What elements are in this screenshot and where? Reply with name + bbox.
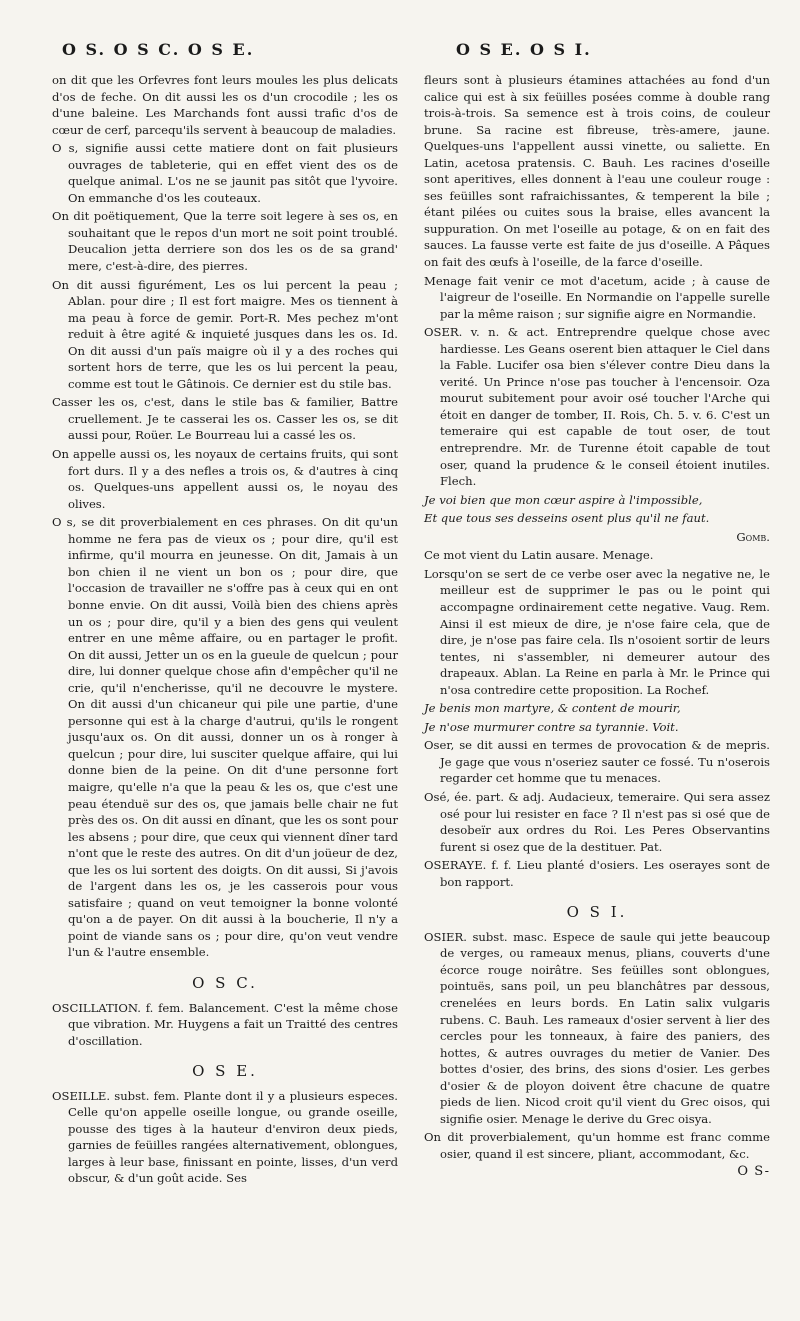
section-heading-osi: O S I. <box>566 903 628 922</box>
left-column <box>52 72 398 1189</box>
text-columns <box>52 72 770 1189</box>
entry-oscillation: OSCILLATION. f. fem. Balancement. C'est la même chose que vibration. Mr. Huygens a fait un Traitté des centres d'oscillation. <box>52 1000 398 1048</box>
entry-paragraph: Ce mot vient du Latin ausare. Menage. <box>424 548 654 563</box>
entry-paragraph: fleurs sont à plusieurs étamines attachées au fond d'un calice qui est à six feüilles posées comme à double rang trois-à-trois. Sa semence est à trois coins, de couleur brune. Sa racine est fibreuse, très-amere, jaune. Quelques-uns l'appellent aussi vinette, ou saliette. En Latin, acetosa pratensis. C. Bauh. Les racines d'oseille sont aperitives, elles donnent à l'eau une couleur rouge : ses feüilles sont rafraichissantes, & temperent la bile ; étant pilées ou cuites sous la braise, elles avancent la suppuration. On met l'oseille au potage, & on en fait des sauces. La fausse verte est faite de jus d'oseille. A Pâques on fait des œufs à l'oseille, de la farce d'oseille. <box>424 73 770 270</box>
entry-paragraph: O s, se dit proverbialement en ces phrases. On dit qu'un homme ne fera pas de vieux os ; pour dire, qu'il est infirme, qu'il mourra en jeunesse. On dit, Jamais à un bon chien il ne vient un bon os ; pour dire, que l'occasion de travailler ne s'offre pas à ceux qui en ont bonne envie. On dit aussi, Voilà bien des chiens après un os ; pour dire, qu'il y a bien des gens qui veulent entrer en une même affaire, ou en partager le profit. On dit aussi, Jetter un os en la gueule de quelcun ; pour dire, lui donner quelque chose afin d'empêcher qu'il ne crie, qu'il n'encherisse, qu'il ne decouvre le mystere. On dit aussi d'un chicaneur qui pile une partie, d'une personne qui est à la charge d'autrui, qu'ils le rongent jusqu'aux os. On dit aussi, donner un os à ronger à quelcun ; pour dire, lui susciter quelque affaire, qui lui donne bien de la peine. On dit d'une personne fort maigre, qu'elle n'a que la peau & les os, que c'est une peau étenduë sur des os, que jamais belle chair ne fut près des os. On dit aussi en dînant, que les os sont pour les absens ; pour dire, que ceux qui viennent dîner tard n'ont que le reste des autres. On dit d'un joüeur de dez, que les os lui sortent des doigts. On dit aussi, Si j'avois de l'argent dans les os, je les casserois pour vous satisfaire ; quand on veut temoigner la bonne volonté qu'on a de payer. On dit aussi à la boucherie, Il n'y a point de viande sans os ; pour dire, qu'on veut vendre l'un & l'autre ensemble. <box>52 515 398 960</box>
entry-oser: OSER. v. n. & act. Entreprendre quelque chose avec hardiesse. Les Geans oserent bien attaquer le Ciel dans la Fable. Lucifer osa bien s'élever contre Dieu dans la verité. Un Prince n'ose pas toucher à l'encensoir. Oza mourut subitement pour avoir osé toucher l'Arche qui étoit en danger de tomber, II. Rois, Ch. 5. v. 6. C'est un temeraire qui est capable de tout oser, de tout entreprendre. Mr. de Turenne étoit capable de tout oser, quand la prudence & le conseil étoient inutiles. Flech. <box>424 325 770 489</box>
entry-paragraph: Casser les os, c'est, dans le stile bas & familier, Battre cruellement. Je te casserai les os. Casser les os, se dit aussi pour, Roüer. Le Bourreau lui a cassé les os. <box>52 395 398 443</box>
entry-paragraph: on dit que les Orfevres font leurs moules les plus delicats d'os de feche. On dit aussi les os d'un crocodile ; les os d'une baleine. Les Marchands font aussi trafic d'os de cœur de cerf, parcequ'ils servent à beaucoup de maladies. <box>52 73 398 137</box>
entry-paragraph: Osé, ée. part. & adj. Audacieux, temeraire. Qui sera assez osé pour lui resister en face ? Il n'est pas si osé que de desobeïr aux ordres du Roi. Les Peres Observantins furent si osez que de la destituer. Pat. <box>424 789 770 854</box>
right-column <box>424 72 770 1189</box>
verse-line: Je voi bien que mon cœur aspire à l'impossible, <box>424 492 703 507</box>
verse-line: Et que tous ses desseins osent plus qu'il ne faut. <box>424 511 710 526</box>
entry-oseille: OSEILLE. subst. fem. Plante dont il y a plusieurs especes. Celle qu'on appelle oseille longue, ou grande oseille, pousse des tiges à la hauteur d'environ deux pieds, garnies de feüilles rangées alternativement, oblongues, larges à leur base, finissant en pointe, lisses, d'un verd obscur, & d'un goût acide. Ses <box>52 1088 398 1186</box>
entry-paragraph: Oser, se dit aussi en termes de provocation & de mepris. Je gage que vous n'oseriez sauter ce fossé. Tu n'oserois regarder cet homme que tu menaces. <box>424 738 770 786</box>
entry-oseraye: OSERAYE. f. f. Lieu planté d'osiers. Les oserayes sont de bon rapport. <box>424 858 770 889</box>
entry-paragraph: On dit aussi figurément, Les os lui percent la peau ; Ablan. pour dire ; Il est fort maigre. Mes os tiennent à ma peau à force de gemir. Port-R. Mes pechez m'ont reduit à être agité & inquieté jusques dans les os. Id. On dit aussi d'un païs maigre où il y a des roches qui sortent hors de terre, que les os lui percent la peau, comme est tout le Gâtinois. Ce dernier est du stile bas. <box>52 277 398 391</box>
verse-line: Je benis mon martyre, & content de mourir, <box>424 701 681 716</box>
entry-paragraph: Lorsqu'on se sert de ce verbe oser avec la negative ne, le meilleur est de supprimer le pas ou le point qui accompagne ordinairement cette negative. Vaug. Rem. Ainsi il est mieux de dire, je n'ose faire cela, que de dire, je n'ose pas faire cela. Ils n'osoient sortir de leurs tentes, ni s'assembler, ni demeurer autour des drapeaux. Ablan. La Reine en parla à Mr. le Prince qui n'osa contredire cette proposition. La Rochef. <box>424 566 770 697</box>
section-heading-osc: O S C. <box>192 973 258 992</box>
entry-paragraph: On appelle aussi os, les noyaux de certains fruits, qui sont fort durs. Il y a des nefles a trois os, & d'autres à cinq os. Quelques-uns appellent aussi os, le noyau des olives. <box>52 447 398 511</box>
entry-paragraph: On dit proverbialement, qu'un homme est franc comme osier, quand il est sincere, pliant, accommodant, &c. <box>424 1130 770 1161</box>
entry-paragraph: On dit poëtiquement, Que la terre soit legere à ses os, en souhaitant que le repos d'un mort ne soit point troublé. Deucalion jetta derriere son dos les os de sa grand' mere, c'est-à-dire, des pierres. <box>52 209 398 274</box>
section-heading-ose: O S E. <box>192 1062 258 1081</box>
verse-line: Je n'ose murmurer contre sa tyrannie. Voit. <box>424 719 679 734</box>
entry-paragraph: Menage fait venir ce mot d'acetum, acide ; à cause de l'aigreur de l'oseille. En Normandie on l'appelle surelle par la même raison ; sur signifie aigre en Normandie. <box>424 273 770 321</box>
entry-paragraph: O s, signifie aussi cette matiere dont on fait plusieurs ouvrages de tableterie, qui en effet vient des os de quelque animal. L'os ne se jaunit pas sitôt que l'yvoire. On emmanche d'os les couteaux. <box>52 141 398 205</box>
running-header <box>0 40 800 64</box>
entry-osier: OSIER. subst. masc. Espece de saule qui jette beaucoup de verges, ou rameaux menus, plians, couverts d'une écorce rouge noirâtre. Ses feüilles sont oblongues, pointuës, sans poil, un peu blanchâtres par dessous, crenelées en leurs bords. En Latin salix vulgaris rubens. C. Bauh. Les rameaux d'osier servent à lier des cercles pour les tonneaux, à faire des paniers, des hottes, & autres ouvrages du metier de Vanier. Des bottes d'osier, des brins, des sions d'osier. Les gerbes d'osier & de ployon doivent être chacune de quatre pieds de lien. Nicod croit qu'il vient du Grec oisos, qui signifie osier. Menage le derive du Grec oisya. <box>424 929 770 1126</box>
verse-signature: Gomb. <box>736 529 770 544</box>
catchword: O S- <box>737 1164 770 1180</box>
header-right: O S E. O S I. <box>456 40 592 59</box>
header-left: O S. O S C. O S E. <box>62 40 255 59</box>
